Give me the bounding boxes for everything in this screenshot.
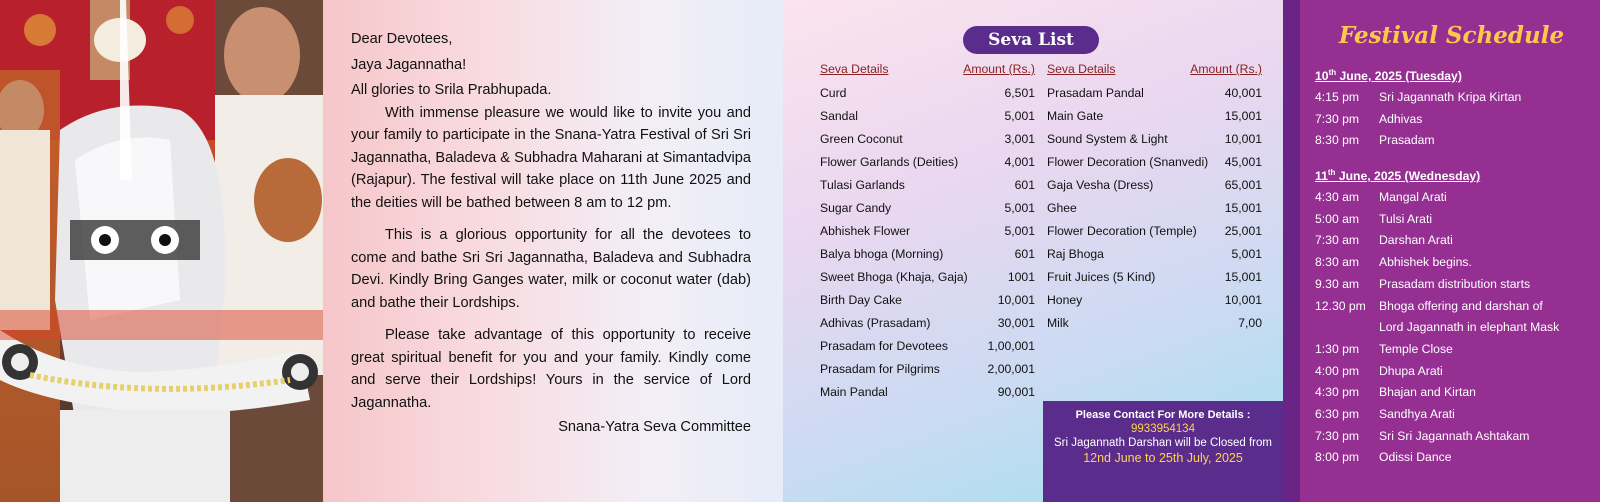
closed-dates: 12nd June to 25th July, 2025 [1083,451,1243,465]
seva-name: Adhivas (Prasadam) [820,316,931,330]
seva-row [1047,82,1262,105]
bathing-ceremony-photo [0,0,323,502]
seva-row [1047,151,1262,174]
event-time: 12.30 pm [1315,298,1366,313]
event-name: Prasadam [1379,133,1435,148]
seva-row [1047,289,1262,312]
seva-amount: 15,001 [1224,109,1262,123]
schedule-event [1315,360,1595,382]
seva-amount: 1001 [1007,270,1035,284]
schedule-event [1315,251,1595,273]
seva-row [1047,128,1262,151]
seva-row [820,197,1035,220]
seva-name: Prasadam for Devotees [820,339,949,353]
event-name: Odissi Dance [1379,450,1452,465]
seva-amount: 5,001 [1004,201,1035,215]
seva-column-2 [1047,62,1262,335]
schedule-event [1315,338,1595,360]
festival-schedule-title: Festival Schedule [1338,22,1565,49]
seva-row [820,151,1035,174]
seva-row [1047,197,1262,220]
event-name: Abhishek begins. [1379,255,1472,270]
seva-name: Abhishek Flower [820,224,911,238]
seva-amount: 4,001 [1004,155,1035,169]
event-time: 4:30 am [1315,190,1360,204]
event-name: Prasadam distribution starts [1379,276,1531,291]
seva-amount: 90,001 [997,385,1035,399]
seva-amount: 10,001 [997,293,1035,307]
seva-name: Ghee [1047,201,1077,215]
seva-amount: 45,001 [1224,155,1262,169]
salutation: Dear Devotees, [351,31,453,47]
schedule-event [1315,403,1595,425]
day-rest: June, 2025 (Wednesday) [1335,169,1481,184]
seva-amount: 30,001 [997,316,1035,330]
amount-header: Amount (Rs.) [963,62,1035,76]
seva-row [1047,220,1262,243]
event-name: Adhivas [1379,111,1423,126]
event-name: Bhajan and Kirtan [1379,385,1476,400]
seva-row [1047,312,1262,335]
event-time: 4:15 pm [1315,90,1360,104]
seva-amount: 15,001 [1224,270,1262,284]
seva-amount: 1,00,001 [987,339,1035,353]
greeting-glories: All glories to Srila Prabhupada. [351,82,552,98]
schedule-event [1315,229,1595,251]
seva-amount: 5,001 [1004,109,1035,123]
decorative-stripe [1283,0,1300,502]
letter-paragraph-1: With immense pleasure we would like to invite you and your family to participate in the Snana-Yatra Festival of Sri Sri Jagannatha, Baladeva & Subhadra Maharani at Simantadvipa (Rajapur). The festival will take place on 11th June 2025 and the deities will be bathed between 8 am to 12 pm. [351,104,751,211]
seva-row [1047,174,1262,197]
seva-amount: 10,001 [1224,132,1262,146]
seva-name: Tulasi Garlands [820,178,905,192]
event-name: Mangal Arati [1379,190,1447,204]
event-time: 7:30 pm [1315,111,1360,126]
seva-header [1047,62,1262,82]
seva-name: Main Pandal [820,385,888,399]
seva-row [820,128,1035,151]
seva-name: Flower Garlands (Deities) [820,155,959,169]
contact-box [1043,401,1283,502]
contact-phone[interactable]: 9933954134 [1131,423,1195,435]
event-time: 9.30 am [1315,276,1360,291]
seva-name: Milk [1047,316,1069,330]
day-suffix: th [1328,68,1337,77]
event-name: Darshan Arati [1379,233,1453,248]
event-name: Tulsi Arati [1379,211,1433,226]
seva-row [820,82,1035,105]
seva-name: Flower Decoration (Temple) [1047,224,1197,238]
seva-header [820,62,1035,82]
schedule-event [1315,186,1595,208]
seva-amount: 3,001 [1004,132,1035,146]
seva-amount: 2,00,001 [987,362,1035,376]
seva-row [820,381,1035,404]
seva-name: Raj Bhoga [1047,247,1104,261]
seva-column-1 [820,62,1035,404]
greeting-jaya: Jaya Jagannatha! [351,56,467,73]
event-name: Sri Jagannath Kripa Kirtan [1379,90,1522,104]
schedule-event [1315,86,1595,108]
seva-list-panel [783,0,1283,502]
seva-amount: 25,001 [1224,224,1262,238]
day-heading-2 [1315,168,1480,183]
seva-row [820,174,1035,197]
event-time: 7:30 pm [1315,428,1360,443]
seva-row [820,243,1035,266]
schedule-event [1315,108,1595,130]
seva-list-title: Seva List [963,26,1099,54]
schedule-event [1315,129,1595,151]
seva-row [820,105,1035,128]
seva-details-header: Seva Details [1047,62,1116,76]
event-name: Sri Sri Jagannath Ashtakam [1379,428,1530,443]
schedule-event [1315,316,1595,338]
event-name: Bhoga offering and darshan of [1379,298,1543,313]
seva-row [820,312,1035,335]
seva-name: Prasadam for Pilgrims [820,362,940,376]
seva-amount: 5,001 [1231,247,1262,261]
schedule-event [1315,295,1595,317]
seva-amount: 10,001 [1224,293,1262,307]
seva-amount: 5,001 [1004,224,1035,238]
seva-row [1047,243,1262,266]
seva-row [820,358,1035,381]
festival-schedule-panel [1283,0,1600,502]
ceremony-illustration [0,0,323,502]
schedule-event [1315,381,1595,403]
seva-name: Fruit Juices (5 Kind) [1047,270,1156,284]
seva-row [820,335,1035,358]
event-time: 8:30 am [1315,255,1360,270]
seva-name: Prasadam Pandal [1047,86,1144,100]
event-time: 4:00 pm [1315,363,1360,378]
seva-name: Birth Day Cake [820,293,902,307]
seva-amount: 601 [1014,178,1035,192]
schedule-event [1315,208,1595,230]
event-name: Sandhya Arati [1379,407,1455,421]
schedule-event [1315,425,1595,447]
amount-header: Amount (Rs.) [1190,62,1262,76]
event-time: 6:30 pm [1315,407,1360,421]
letter-paragraph-3: Please take advantage of this opportunity to receive great spiritual benefit for you and your family. Kindly come and serve their Lordships! Yours in the service of Lord Jagannatha. [351,327,751,411]
seva-amount: 65,001 [1224,178,1262,192]
seva-name: Sound System & Light [1047,132,1168,146]
seva-row [820,289,1035,312]
event-time: 8:00 pm [1315,450,1360,465]
seva-name: Main Gate [1047,109,1104,123]
seva-row [820,220,1035,243]
day-number: 11 [1315,169,1328,184]
event-time: 7:30 am [1315,233,1360,248]
seva-amount: 601 [1014,247,1035,261]
letter-paragraph-2: This is a glorious opportunity for all the devotees to come and bathe Sri Sri Jagannatha, Baladeva and Subhadra Devi. Kindly Bring Ganges water, milk or coconut water (dab) and bathe their Lordships. [351,227,751,311]
seva-row [1047,105,1262,128]
darshan-closed-notice: Sri Jagannath Darshan will be Closed from [1054,437,1272,449]
day-suffix: th [1327,168,1336,177]
seva-name: Green Coconut [820,132,903,146]
seva-name: Gaja Vesha (Dress) [1047,178,1154,192]
schedule-event [1315,446,1595,468]
event-name: Lord Jagannath in elephant Mask [1379,320,1560,335]
day-number: 10 [1315,69,1329,84]
seva-amount: 40,001 [1224,86,1262,100]
event-time: 4:30 pm [1315,385,1360,400]
seva-amount: 7,00 [1238,316,1262,330]
seva-name: Sweet Bhoga (Khaja, Gaja) [820,270,968,284]
seva-name: Sandal [820,109,858,123]
seva-details-header: Seva Details [820,62,889,76]
event-time: 8:30 pm [1315,133,1360,148]
seva-name: Curd [820,86,847,100]
seva-name: Flower Decoration (Snanvedi) [1047,155,1209,169]
signature: Snana-Yatra Seva Committee [558,419,751,435]
seva-amount: 6,501 [1004,86,1035,100]
event-time: 1:30 pm [1315,341,1360,356]
event-name: Dhupa Arati [1379,363,1443,378]
event-name: Temple Close [1379,341,1453,356]
seva-row [820,266,1035,289]
seva-name: Honey [1047,293,1083,307]
seva-row [1047,266,1262,289]
contact-heading: Please Contact For More Details : [1075,409,1251,421]
seva-name: Balya bhoga (Morning) [820,247,944,261]
seva-name: Sugar Candy [820,201,892,215]
day-rest: June, 2025 (Tuesday) [1336,69,1462,84]
seva-amount: 15,001 [1224,201,1262,215]
schedule-event [1315,273,1595,295]
day-heading-1 [1315,68,1462,83]
invitation-letter [323,0,783,502]
event-time: 5:00 am [1315,211,1360,226]
